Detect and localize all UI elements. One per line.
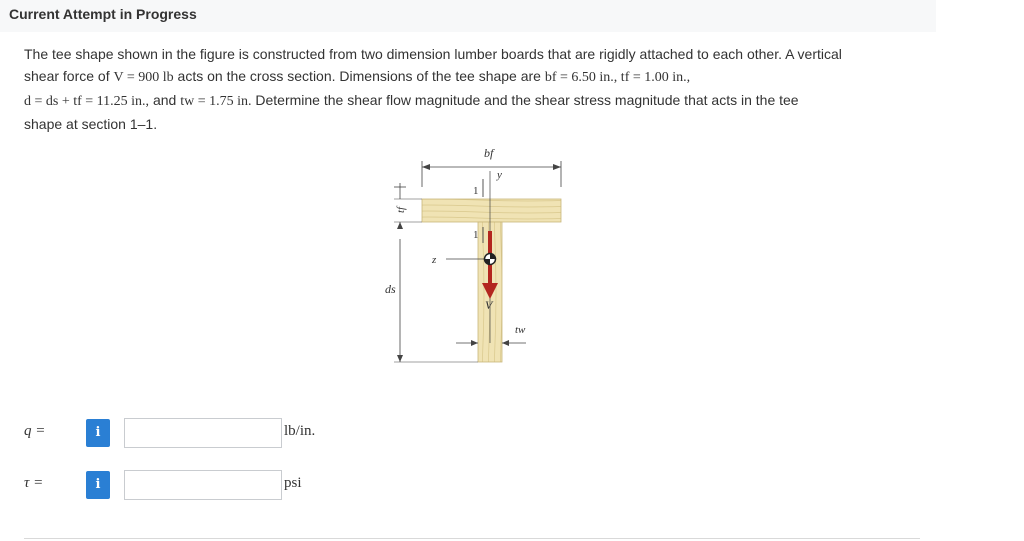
tau-input[interactable] <box>124 470 282 500</box>
problem-text: Determine the shear flow magnitude and the shear stress magnitude that acts in the tee <box>251 92 799 108</box>
z-axis-label: z <box>432 254 437 266</box>
attempt-header <box>0 0 936 32</box>
section-label-bottom: 1 <box>473 229 479 241</box>
q-input[interactable] <box>124 418 282 448</box>
problem-text: shear force of <box>24 68 114 84</box>
problem-text: acts on the cross section. Dimensions of the tee shape are <box>173 68 545 84</box>
tau-unit: psi <box>284 475 302 491</box>
divider <box>24 538 920 539</box>
web-thickness-value: tw = 1.75 in. <box>180 94 252 109</box>
tee-section-figure <box>378 143 578 373</box>
bf-label: bf <box>484 146 494 160</box>
problem-line-3 <box>24 89 924 113</box>
q-unit: lb/in. <box>284 423 316 439</box>
problem-text: shape at section 1–1. <box>24 116 158 132</box>
flange-board <box>422 199 561 222</box>
tw-label: tw <box>515 324 526 336</box>
q-label: q = <box>24 423 46 439</box>
depth-value: d = ds + tf = 11.25 in., <box>24 94 150 109</box>
dimension-values: bf = 6.50 in., tf = 1.00 in., <box>544 70 691 85</box>
problem-text: and <box>149 92 181 108</box>
problem-line-1 <box>24 43 924 65</box>
problem-line-4 <box>24 113 924 135</box>
shear-force-label: V <box>485 298 493 312</box>
section-label-top: 1 <box>473 185 479 197</box>
tau-label: τ = <box>24 475 44 491</box>
info-icon[interactable]: i <box>86 419 110 447</box>
info-icon[interactable]: i <box>86 471 110 499</box>
problem-line-2 <box>24 65 924 89</box>
y-axis-label: y <box>497 169 502 181</box>
tf-label: tf <box>395 206 407 213</box>
shear-force-value: V = 900 lb <box>113 70 174 85</box>
problem-statement <box>24 43 924 135</box>
ds-label: ds <box>385 282 396 296</box>
problem-text: The tee shape shown in the figure is constructed from two dimension lumber boards that are rigidly attached to each other. A vertical <box>24 46 842 62</box>
attempt-status-title: Current Attempt in Progress <box>9 6 197 22</box>
